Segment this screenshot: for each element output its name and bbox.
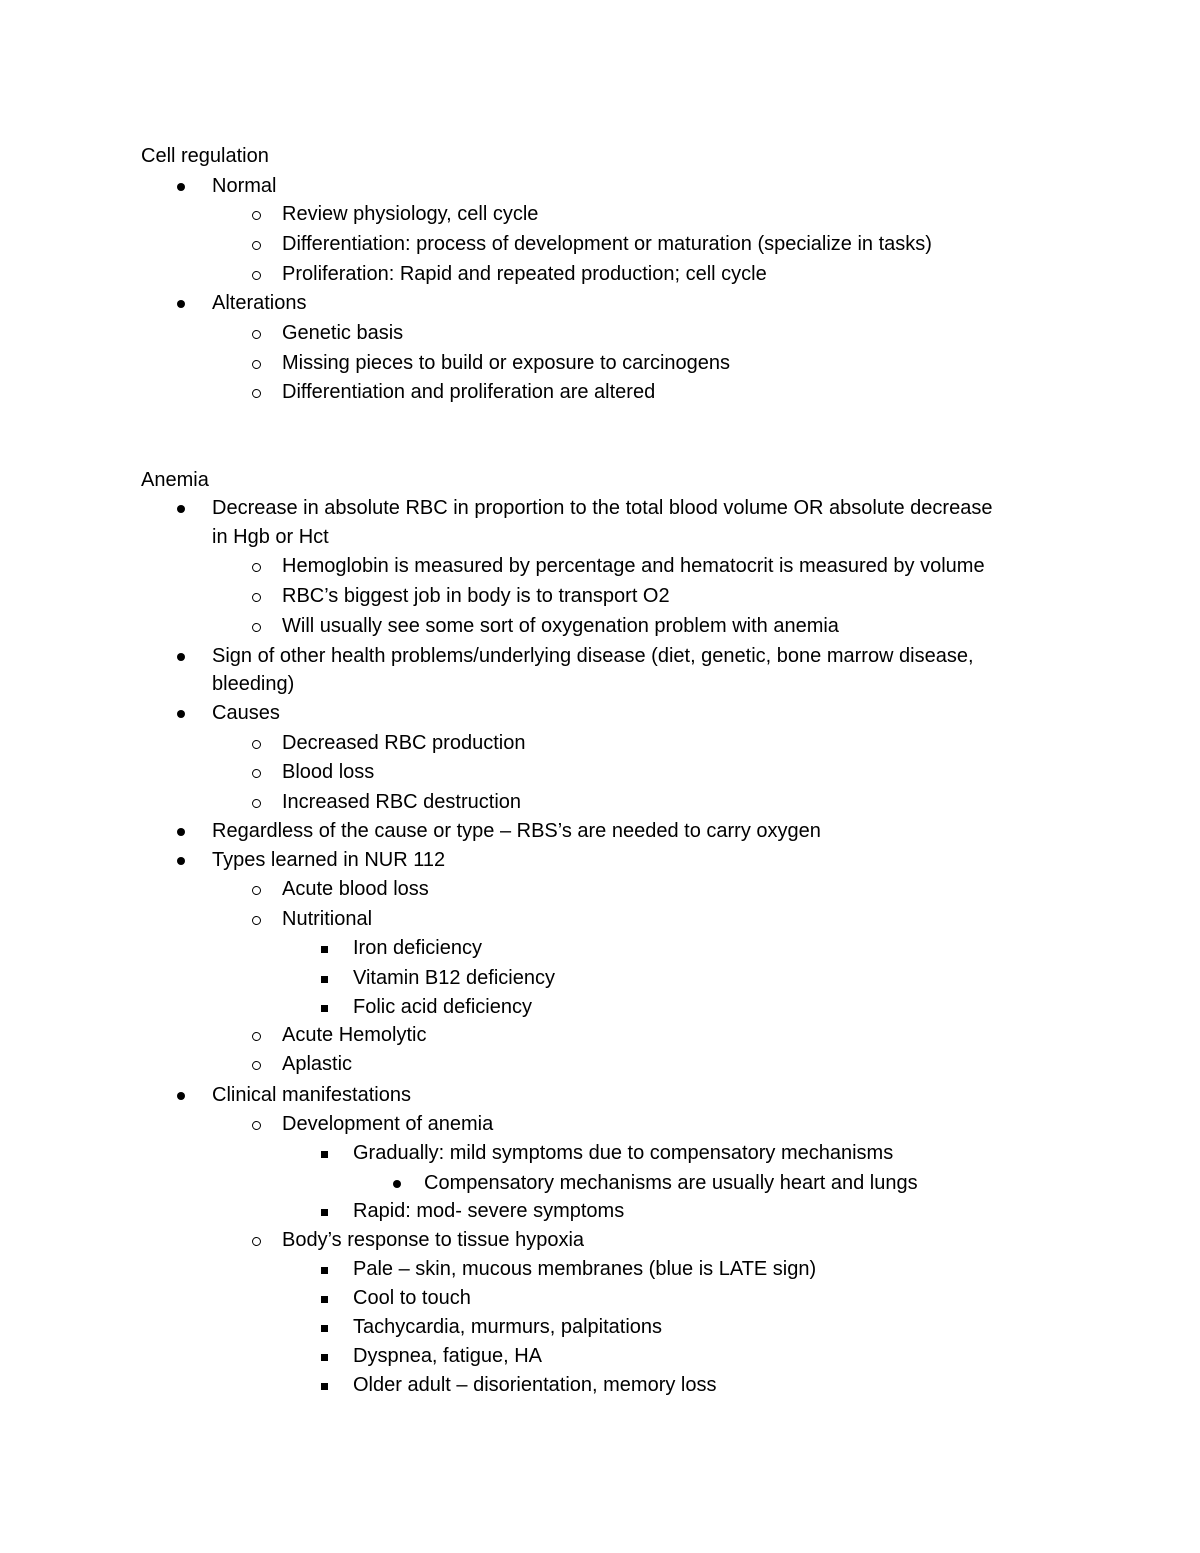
- bullet-ring-icon: [252, 563, 261, 572]
- list-item-text: Dyspnea, fatigue, HA: [353, 1345, 542, 1367]
- bullet-ring-icon: [252, 330, 261, 339]
- list-item-text: Increased RBC destruction: [282, 791, 522, 813]
- list-item-text: Body’s response to tissue hypoxia: [282, 1229, 585, 1251]
- list-item-text: Hemoglobin is measured by percentage and hematocrit is measured by volume: [282, 555, 985, 577]
- bullet-ring-icon: [252, 1237, 261, 1246]
- bullet-dot-icon: [177, 183, 185, 191]
- list-item-text: Blood loss: [282, 761, 375, 783]
- list-item-text: Cool to touch: [353, 1287, 471, 1309]
- section-heading: Anemia: [141, 469, 209, 491]
- list-item-text: Development of anemia: [282, 1113, 494, 1135]
- bullet-ring-icon: [252, 389, 261, 398]
- list-item-text: Aplastic: [282, 1053, 353, 1075]
- bullet-dot-icon: [393, 1180, 401, 1188]
- list-item-text: Vitamin B12 deficiency: [353, 967, 555, 989]
- section-heading: Cell regulation: [141, 145, 269, 167]
- bullet-dot-icon: [177, 300, 185, 308]
- bullet-ring-icon: [252, 360, 261, 369]
- list-item-text: Will usually see some sort of oxygenation problem with anemia: [282, 615, 839, 637]
- list-item-text: Pale – skin, mucous membranes (blue is LATE sign): [353, 1258, 817, 1280]
- list-item-text: Causes: [212, 702, 280, 724]
- bullet-ring-icon: [252, 623, 261, 632]
- bullet-ring-icon: [252, 593, 261, 602]
- bullet-dot-icon: [177, 710, 185, 718]
- bullet-square-icon: [321, 1209, 328, 1216]
- bullet-dot-icon: [177, 857, 185, 865]
- bullet-ring-icon: [252, 799, 261, 808]
- bullet-ring-icon: [252, 1121, 261, 1130]
- bullet-dot-icon: [177, 828, 185, 836]
- list-item-text: Types learned in NUR 112: [212, 849, 446, 871]
- bullet-dot-icon: [177, 653, 185, 661]
- bullet-dot-icon: [177, 505, 185, 513]
- bullet-square-icon: [321, 1354, 328, 1361]
- bullet-ring-icon: [252, 271, 261, 280]
- bullet-square-icon: [321, 1325, 328, 1332]
- bullet-dot-icon: [177, 1092, 185, 1100]
- list-item-text: RBC’s biggest job in body is to transport O2: [282, 585, 670, 607]
- list-item-text: Nutritional: [282, 908, 373, 930]
- bullet-square-icon: [321, 976, 328, 983]
- list-item-text: Alterations: [212, 292, 307, 314]
- bullet-square-icon: [321, 946, 328, 953]
- bullet-ring-icon: [252, 740, 261, 749]
- bullet-square-icon: [321, 1296, 328, 1303]
- list-item-text: Clinical manifestations: [212, 1084, 411, 1106]
- list-item-text: Differentiation and proliferation are altered: [282, 381, 656, 403]
- list-item-text: in Hgb or Hct: [212, 526, 329, 548]
- list-item-text: Acute blood loss: [282, 878, 429, 900]
- list-item-text: Regardless of the cause or type – RBS’s are needed to carry oxygen: [212, 820, 821, 842]
- bullet-ring-icon: [252, 769, 261, 778]
- bullet-ring-icon: [252, 241, 261, 250]
- list-item-text: Review physiology, cell cycle: [282, 203, 539, 225]
- bullet-ring-icon: [252, 211, 261, 220]
- list-item-text: Gradually: mild symptoms due to compensatory mechanisms: [353, 1142, 894, 1164]
- bullet-square-icon: [321, 1383, 328, 1390]
- list-item-text: Acute Hemolytic: [282, 1024, 427, 1046]
- bullet-ring-icon: [252, 886, 261, 895]
- list-item-text: Genetic basis: [282, 322, 404, 344]
- list-item-text: Folic acid deficiency: [353, 996, 532, 1018]
- list-item-text: Sign of other health problems/underlying disease (diet, genetic, bone marrow disease,: [212, 645, 974, 667]
- list-item-text: Compensatory mechanisms are usually heart and lungs: [424, 1172, 918, 1194]
- bullet-ring-icon: [252, 1032, 261, 1041]
- list-item-text: Older adult – disorientation, memory loss: [353, 1374, 717, 1396]
- list-item-text: Differentiation: process of development or maturation (specialize in tasks): [282, 233, 932, 255]
- list-item-text: Normal: [212, 175, 277, 197]
- list-item-text: Decrease in absolute RBC in proportion to the total blood volume OR absolute decrease: [212, 497, 993, 519]
- list-item-text: bleeding): [212, 673, 295, 695]
- bullet-square-icon: [321, 1005, 328, 1012]
- list-item-text: Missing pieces to build or exposure to carcinogens: [282, 352, 731, 374]
- bullet-square-icon: [321, 1267, 328, 1274]
- bullet-ring-icon: [252, 1061, 261, 1070]
- list-item-text: Iron deficiency: [353, 937, 482, 959]
- list-item-text: Rapid: mod- severe symptoms: [353, 1200, 625, 1222]
- bullet-ring-icon: [252, 916, 261, 925]
- list-item-text: Tachycardia, murmurs, palpitations: [353, 1316, 663, 1338]
- bullet-square-icon: [321, 1151, 328, 1158]
- list-item-text: Proliferation: Rapid and repeated production; cell cycle: [282, 263, 767, 285]
- list-item-text: Decreased RBC production: [282, 732, 526, 754]
